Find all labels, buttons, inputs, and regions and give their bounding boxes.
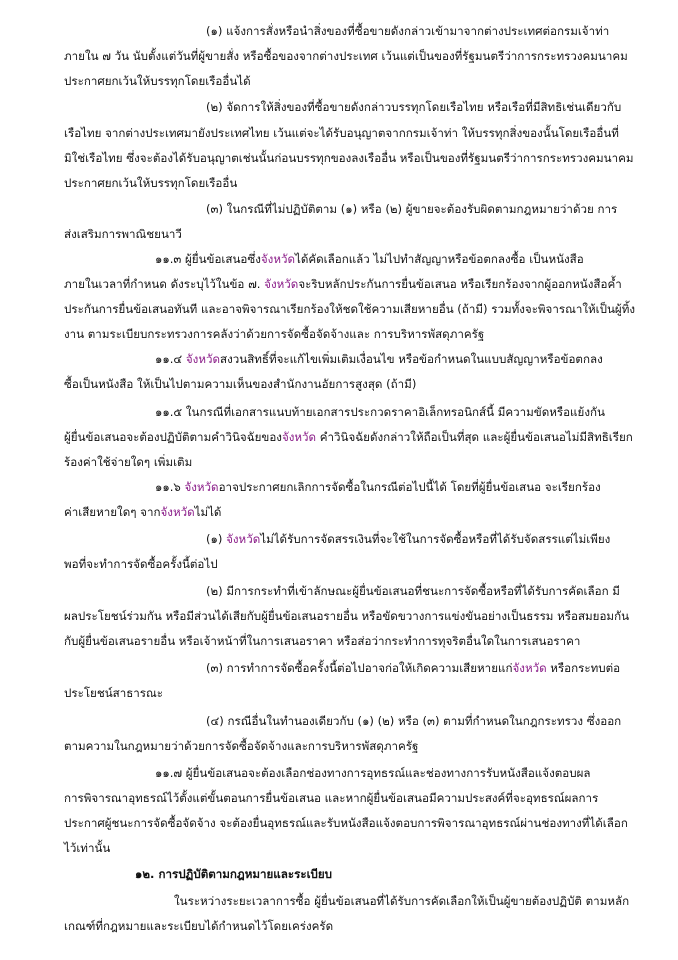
paragraph-line: ภายในเวลาที่กำหนด ดังระบุไว้ในข้อ ๗. จังหวัดจะริบหลักประกันการยื่นข้อเสนอ หรือเรียกร้องจากผู้ออกหนังสือค้ำ [64, 277, 622, 291]
paragraph-line: ตามความในกฎหมายว่าด้วยการจัดซื้อจัดจ้างและการบริหารพัสดุภาครัฐ [64, 739, 419, 753]
paragraph-line: ร้องค่าใช้จ่ายใดๆ เพิ่มเติม [64, 455, 193, 469]
section-heading: ๑๒. การปฏิบัติตามกฎหมายและระเบียบ [135, 867, 333, 881]
paragraph-line: (๑) แจ้งการสั่งหรือนำสิ่งของที่ซื้อขายดังกล่าวเข้ามาจากต่างประเทศต่อกรมเจ้าท่า [206, 24, 610, 38]
paragraph-line: การพิจารณาอุทธรณ์ไว้ตั้งแต่ขั้นตอนการยื่นข้อเสนอ และหากผู้ยื่นข้อเสนอมีความประสงค์ที่จะอุทธรณ์ผลการ [64, 791, 599, 805]
paragraph-line: ไว้เท่านั้น [64, 841, 111, 855]
paragraph-line: เกณฑ์ที่กฎหมายและระเบียบได้กำหนดไว้โดยเคร่งครัด [64, 919, 334, 933]
paragraph-line: (๒) มีการกระทำที่เข้าลักษณะผู้ยื่นข้อเสนอที่ชนะการจัดซื้อหรือที่ได้รับการคัดเลือก มี [206, 584, 620, 598]
paragraph-line: ประกาศยกเว้นให้บรรทุกโดยเรืออื่น [64, 176, 238, 190]
paragraph-line: ๑๑.๖ จังหวัดอาจประกาศยกเลิกการจัดซื้อในกรณีต่อไปนี้ได้ โดยที่ผู้ยื่นข้อเสนอ จะเรียกร้อง [155, 480, 601, 494]
highlighted-term: จังหวัด [160, 505, 195, 519]
highlighted-term: จังหวัด [281, 430, 317, 444]
highlighted-term: จังหวัด [185, 352, 221, 366]
highlighted-term: จังหวัด [226, 532, 261, 546]
highlighted-term: จังหวัด [260, 252, 296, 266]
paragraph-line: พอที่จะทำการจัดซื้อครั้งนี้ต่อไป [64, 557, 218, 571]
paragraph-line: (๓) ในกรณีที่ไม่ปฏิบัติตาม (๑) หรือ (๒) ผู้ขายจะต้องรับผิดตามกฎหมายว่าด้วย การ [206, 202, 618, 216]
highlighted-term: จังหวัด [264, 277, 299, 291]
paragraph-line: ค่าเสียหายใดๆ จากจังหวัดไม่ได้ [64, 505, 222, 519]
paragraph-line: มิใช่เรือไทย ซึ่งจะต้องได้รับอนุญาตเช่นนั้นก่อนบรรทุกของลงเรืออื่น หรือเป็นของที่รัฐมนตรีว่าการกระทรวงคมนาคม [64, 151, 634, 165]
paragraph-line: ๑๑.๔ จังหวัดสงวนสิทธิ์ที่จะแก้ไขเพิ่มเติมเงื่อนไข หรือข้อกำหนดในแบบสัญญาหรือข้อตกลง [155, 352, 603, 366]
paragraph-line: (๑) จังหวัดไม่ได้รับการจัดสรรเงินที่จะใช้ในการจัดซื้อหรือที่ได้รับจัดสรรแต่ไม่เพียง [206, 532, 611, 546]
paragraph-line: ส่งเสริมการพาณิชยนาวี [64, 227, 182, 241]
paragraph-line: (๒) จัดการให้สิ่งของที่ซื้อขายดังกล่าวบรรทุกโดยเรือไทย หรือเรือที่มีสิทธิเช่นเดียวกับ [206, 100, 622, 114]
paragraph-line: (๔) กรณีอื่นในทำนองเดียวกับ (๑) (๒) หรือ (๓) ตามที่กำหนดในกฎกระทรวง ซึ่งออก [206, 714, 622, 728]
paragraph-line: ๑๑.๕ ในกรณีที่เอกสารแนบท้ายเอกสารประกวดราคาอิเล็กทรอนิกส์นี้ มีความขัดหรือแย้งกัน [155, 405, 605, 419]
paragraph-line: ผู้ยื่นข้อเสนอจะต้องปฏิบัติตามคำวินิจฉัยของจังหวัด คำวินิจฉัยดังกล่าวให้ถือเป็นที่สุด และผู้ยื่นข้อเสนอไม่มีสิทธิเรียก [64, 430, 633, 444]
paragraph-line: ประกาศผู้ชนะการจัดซื้อจัดจ้าง จะต้องยื่นอุทธรณ์และรับหนังสือแจ้งตอบการพิจารณาอุทธรณ์ผ่านช่องทางที่ได้เลือก [64, 816, 628, 830]
paragraph-line: ประโยชน์สาธารณะ [64, 686, 164, 700]
paragraph-line: ประกาศยกเว้นให้บรรทุกโดยเรืออื่นได้ [64, 74, 251, 88]
paragraph-line: ประกันการยื่นข้อเสนอทันที และอาจพิจารณาเรียกร้องให้ชดใช้ความเสียหายอื่น (ถ้ามี) รวมทั้งจะพิจารณาให้เป็นผู้ทิ้ง [64, 302, 636, 316]
paragraph-line: ๑๑.๓ ผู้ยื่นข้อเสนอซึ่งจังหวัดได้คัดเลือกแล้ว ไม่ไปทำสัญญาหรือข้อตกลงซื้อ เป็นหนังสือ [155, 252, 584, 266]
paragraph-line: งาน ตามระเบียบกระทรวงการคลังว่าด้วยการจัดซื้อจัดจ้างและ การบริหารพัสดุภาครัฐ [64, 327, 485, 341]
paragraph-line: ซื้อเป็นหนังสือ ให้เป็นไปตามความเห็นของสำนักงานอัยการสูงสุด (ถ้ามี) [64, 377, 417, 391]
paragraph-line: ในระหว่างระยะเวลาการซื้อ ผู้ยื่นข้อเสนอที่ได้รับการคัดเลือกให้เป็นผู้ขายต้องปฏิบัติ ตามหลัก [174, 894, 630, 908]
paragraph-line: ผลประโยชน์ร่วมกัน หรือมีส่วนได้เสียกับผู้ยื่นข้อเสนอรายอื่น หรือขัดขวางการแข่งขันอย่างเป็นธรรม หรือสมยอมกัน [64, 609, 630, 623]
paragraph-line: (๓) การทำการจัดซื้อครั้งนี้ต่อไปอาจก่อให้เกิดความเสียหายแก่จังหวัด หรือกระทบต่อ [206, 661, 621, 675]
paragraph-line: เรือไทย จากต่างประเทศมายังประเทศไทย เว้นแต่จะได้รับอนุญาตจากกรมเจ้าท่า ให้บรรทุกสิ่งของนั้นโดยเรืออื่นที่ [64, 126, 619, 140]
paragraph-line: ๑๑.๗ ผู้ยื่นข้อเสนอจะต้องเลือกช่องทางการอุทธรณ์และช่องทางการรับหนังสือแจ้งตอบผล [155, 766, 591, 780]
paragraph-line: กับผู้ยื่นข้อเสนอรายอื่น หรือเจ้าหน้าที่ในการเสนอราคา หรือส่อว่ากระทำการทุจริตอื่นใดในการเสนอราคา [64, 634, 581, 648]
paragraph-line: ภายใน ๗ วัน นับตั้งแต่วันที่ผู้ขายสั่ง หรือซื้อของจากต่างประเทศ เว้นแต่เป็นของที่รัฐมนตรีว่าการกระทรวงคมนาคม [64, 49, 628, 63]
highlighted-term: จังหวัด [512, 661, 547, 675]
highlighted-term: จังหวัด [184, 480, 219, 494]
